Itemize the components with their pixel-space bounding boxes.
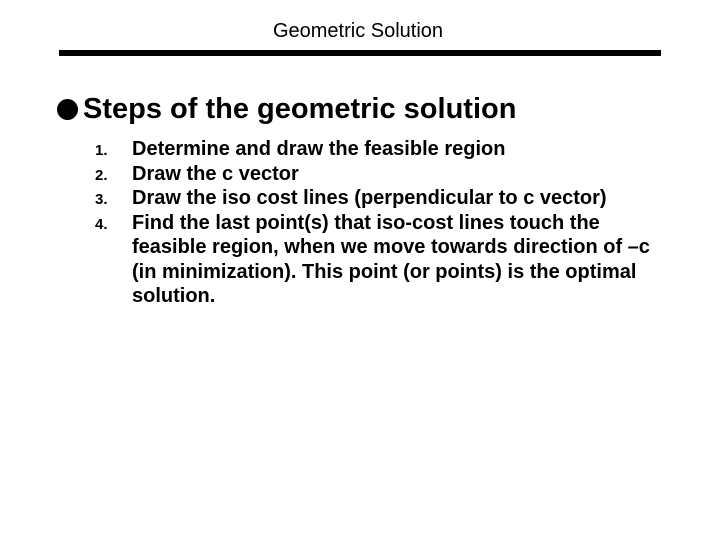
list-item [0,137,672,162]
step-text: Draw the c vector [132,162,299,185]
main-bullet-text: Steps of the geometric solution [83,93,517,125]
step-number: 1. [95,142,108,159]
step-number: 4. [95,215,108,233]
step-text: Find the last point(s) that iso-cost lines touch the feasible region, when we move towards direction of –c (in minimization). This point (or points) is the optimal solution. [132,211,650,307]
step-text: Determine and draw the feasible region [132,138,506,160]
title-divider [59,50,661,56]
list-item [0,211,672,309]
step-number: 2. [95,166,108,184]
slide-title: Geometric Solution [272,20,444,42]
list-item [0,162,672,187]
steps-list [0,137,672,309]
main-bullet [57,93,516,126]
list-item [0,186,672,211]
step-number: 3. [95,191,108,208]
step-text: Draw the iso cost lines (perpendicular to c vector) [132,187,607,209]
bullet-dot-icon [57,99,78,120]
